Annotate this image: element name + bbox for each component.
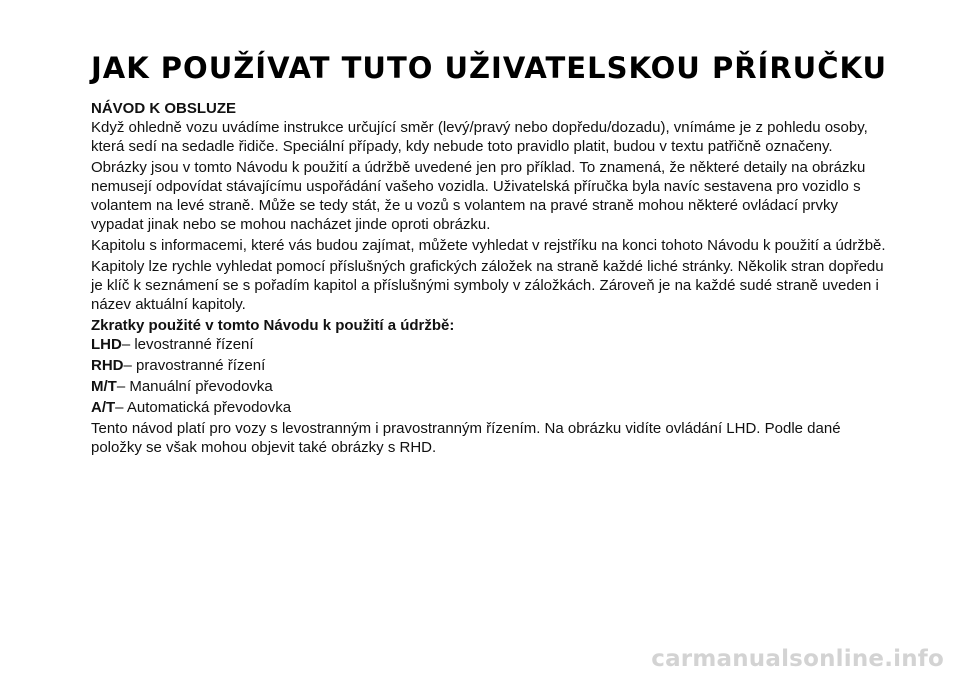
abbreviation-item bbox=[91, 377, 891, 396]
paragraph-direction: Když ohledně vozu uvádíme instrukce určující směr (levý/pravý nebo dopředu/dozadu), vnímáme je z pohledu osoby, která sedí na sedadle řidiče. Speciální případy, kdy nebude toto pravidlo platit, budou v textu patřičně označeny. bbox=[91, 119, 868, 155]
abbreviation-key: M/T bbox=[91, 378, 117, 395]
abbreviation-key: A/T bbox=[91, 399, 116, 416]
abbreviations-heading: Zkratky použité v tomto Návodu k použití a údržbě: bbox=[91, 317, 455, 334]
abbreviation-desc: – pravostranné řízení bbox=[123, 357, 266, 374]
abbreviation-desc: – Automatická převodovka bbox=[115, 399, 292, 416]
watermark: carmanualsonline.info bbox=[651, 646, 944, 672]
abbreviation-key: RHD bbox=[91, 357, 124, 374]
abbreviation-desc: – Manuální převodovka bbox=[116, 378, 273, 395]
abbreviation-desc: – levostranné řízení bbox=[121, 336, 254, 353]
section-heading: NÁVOD K OBSLUZE bbox=[91, 100, 237, 117]
paragraph-lhd-rhd: Tento návod platí pro vozy s levostranným i pravostranným řízením. Na obrázku vidíte ovládání LHD. Podle dané položky se však mohou objevit také obrázky s RHD. bbox=[91, 420, 841, 456]
manual-page bbox=[91, 50, 891, 459]
paragraph-index: Kapitolu s informacemi, které vás budou zajímat, můžete vyhledat v rejstříku na konci tohoto Návodu k použití a údržbě. bbox=[91, 237, 886, 254]
paragraph-images: Obrázky jsou v tomto Návodu k použití a údržbě uvedené jen pro příklad. To znamená, že některé detaily na obrázku nemusejí odpovídat stávajícímu uspořádání vašeho vozidla. Uživatelská příručka byla navíc sestavena pro vozidlo s volantem na levé straně. Může se tedy stát, že u vozů s volantem na pravé straně mohou některé ovládací prvky vypadat jinak nebo se mohou nacházet jinde oproti obrázku. bbox=[91, 159, 866, 233]
abbreviation-item bbox=[91, 356, 891, 375]
abbreviation-key: LHD bbox=[91, 336, 122, 353]
paragraph-tabs: Kapitoly lze rychle vyhledat pomocí příslušných grafických záložek na straně každé liché stránky. Několik stran dopředu je klíč k seznámení se s pořadím kapitol a příslušnými symboly v záložkách. Zároveň je na každé sudé straně uveden i název aktuální kapitoly. bbox=[91, 258, 884, 313]
page-title: JAK POUŽÍVAT TUTO UŽIVATELSKOU PŘÍRUČKU bbox=[91, 51, 887, 85]
abbreviation-item bbox=[91, 398, 891, 417]
abbreviation-item bbox=[91, 335, 891, 354]
